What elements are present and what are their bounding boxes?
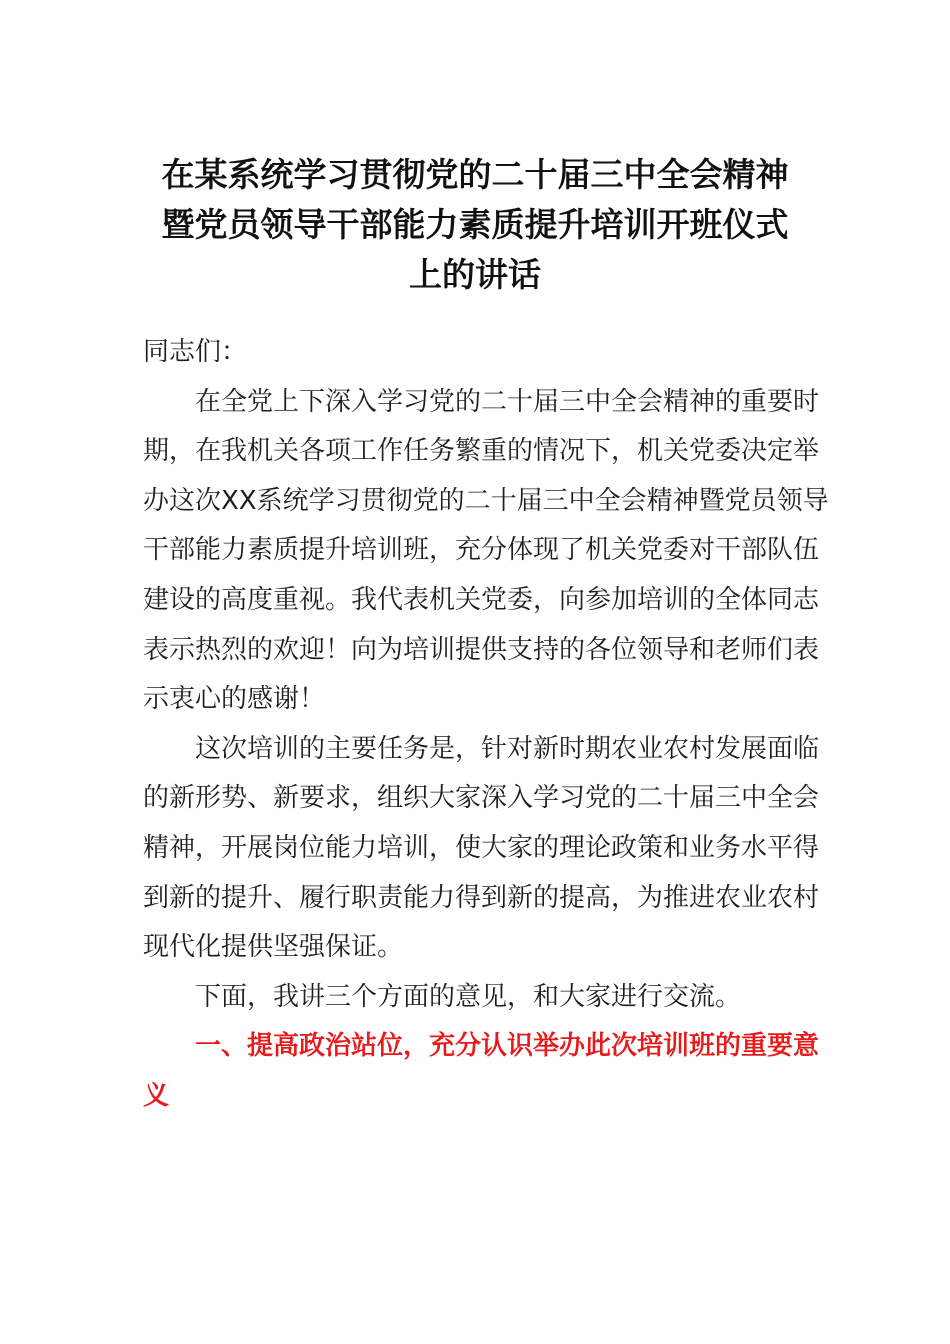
paragraph-line: 在全党上下深入学习党的二十届三中全会精神的重要时: [195, 386, 820, 417]
title-line-3: 上的讲话: [409, 255, 541, 294]
paragraph-line: 期，在我机关各项工作任务繁重的情况下，机关党委决定举: [143, 436, 820, 467]
paragraph-3: [143, 973, 811, 1023]
section-heading: [143, 1022, 820, 1121]
paragraph-line: 建设的高度重视。我代表机关党委，向参加培训的全体同志: [143, 584, 820, 615]
paragraph-line: 现代化提供坚强保证。: [143, 932, 404, 963]
title-line-2: 暨党员领导干部能力素质提升培训开班仪式: [161, 205, 789, 244]
paragraph-line: 的新形势、新要求，组织大家深入学习党的二十届三中全会: [143, 783, 820, 814]
document-body: [143, 328, 829, 1122]
paragraph-line: 表示热烈的欢迎！向为培训提供支持的各位领导和老师们表: [143, 634, 820, 665]
section-heading-line: 义: [143, 1080, 170, 1111]
paragraph-line: 这次培训的主要任务是，针对新时期农业农村发展面临: [195, 733, 820, 764]
title-line-1: 在某系统学习贯彻党的二十届三中全会精神: [161, 155, 789, 194]
paragraph-line: 办这次XX系统学习贯彻党的二十届三中全会精神暨党员领导: [143, 485, 829, 516]
document-title: [140, 150, 810, 300]
paragraph-line: 示衷心的感谢！: [143, 684, 326, 715]
paragraph-1: [143, 378, 829, 725]
paragraph-line: 精神，开展岗位能力培训，使大家的理论政策和业务水平得: [143, 832, 820, 863]
paragraph-line: 干部能力素质提升培训班，充分体现了机关党委对干部队伍: [143, 535, 820, 566]
paragraph-line: 到新的提升、履行职责能力得到新的提高，为推进农业农村: [143, 882, 820, 913]
section-heading-line: 一、提高政治站位，充分认识举办此次培训班的重要意: [195, 1031, 820, 1062]
paragraph-2: [143, 725, 820, 973]
paragraph-line: 下面，我讲三个方面的意见，和大家进行交流。: [195, 981, 742, 1012]
salutation: 同志们：: [143, 337, 248, 367]
